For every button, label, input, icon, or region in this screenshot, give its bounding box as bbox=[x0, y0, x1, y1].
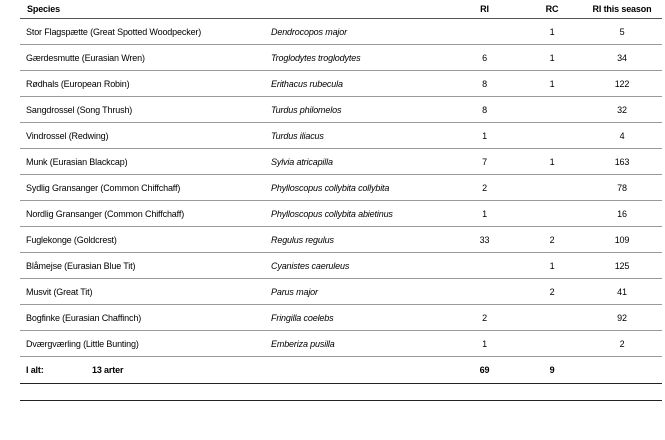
ri-count: 2 bbox=[447, 175, 522, 201]
species-name: Musvit (Great Tit) bbox=[20, 279, 267, 305]
header-species: Species bbox=[20, 0, 267, 19]
table-row bbox=[20, 175, 662, 201]
ri-count bbox=[447, 253, 522, 279]
table-row bbox=[20, 227, 662, 253]
species-name: Gærdesmutte (Eurasian Wren) bbox=[20, 45, 267, 71]
species-table bbox=[20, 0, 662, 384]
species-latin-name: Erithacus rubecula bbox=[267, 71, 447, 97]
rc-count bbox=[522, 123, 582, 149]
species-name: Sangdrossel (Song Thrush) bbox=[20, 97, 267, 123]
totals-ri: 69 bbox=[447, 357, 522, 384]
ri-count: 1 bbox=[447, 331, 522, 357]
table-row bbox=[20, 253, 662, 279]
species-name: Blåmejse (Eurasian Blue Tit) bbox=[20, 253, 267, 279]
species-latin-name: Parus major bbox=[267, 279, 447, 305]
ri-season-count: 163 bbox=[582, 149, 662, 175]
ri-count: 8 bbox=[447, 71, 522, 97]
rc-count bbox=[522, 201, 582, 227]
ri-season-count: 34 bbox=[582, 45, 662, 71]
rc-count: 1 bbox=[522, 19, 582, 45]
species-latin-name: Turdus iliacus bbox=[267, 123, 447, 149]
table-row bbox=[20, 19, 662, 45]
totals-season bbox=[582, 357, 662, 384]
ri-season-count: 32 bbox=[582, 97, 662, 123]
species-latin-name: Phylloscopus collybita collybita bbox=[267, 175, 447, 201]
ri-season-count: 16 bbox=[582, 201, 662, 227]
species-latin-name: Dendrocopos major bbox=[267, 19, 447, 45]
ri-count: 6 bbox=[447, 45, 522, 71]
rc-count: 1 bbox=[522, 71, 582, 97]
ri-count bbox=[447, 279, 522, 305]
totals-label: I alt: bbox=[26, 365, 44, 375]
ri-season-count: 109 bbox=[582, 227, 662, 253]
species-name: Rødhals (European Robin) bbox=[20, 71, 267, 97]
rc-count bbox=[522, 331, 582, 357]
ri-season-count: 92 bbox=[582, 305, 662, 331]
rc-count: 1 bbox=[522, 45, 582, 71]
table-row bbox=[20, 71, 662, 97]
table-row bbox=[20, 149, 662, 175]
ri-count: 1 bbox=[447, 201, 522, 227]
table-row bbox=[20, 45, 662, 71]
totals-label-cell bbox=[20, 357, 267, 384]
rc-count bbox=[522, 175, 582, 201]
ri-count bbox=[447, 19, 522, 45]
species-name: Dværgværling (Little Bunting) bbox=[20, 331, 267, 357]
header-rc: RC bbox=[522, 0, 582, 19]
species-name: Fuglekonge (Goldcrest) bbox=[20, 227, 267, 253]
ri-count: 8 bbox=[447, 97, 522, 123]
species-latin-name: Fringilla coelebs bbox=[267, 305, 447, 331]
species-name: Munk (Eurasian Blackcap) bbox=[20, 149, 267, 175]
table-row bbox=[20, 279, 662, 305]
table-row bbox=[20, 305, 662, 331]
ri-season-count: 5 bbox=[582, 19, 662, 45]
ri-count: 33 bbox=[447, 227, 522, 253]
ri-count: 2 bbox=[447, 305, 522, 331]
species-latin-name: Sylvia atricapilla bbox=[267, 149, 447, 175]
table-row bbox=[20, 331, 662, 357]
totals-species-count: 13 arter bbox=[92, 365, 124, 375]
species-name: Bogfinke (Eurasian Chaffinch) bbox=[20, 305, 267, 331]
header-ri-season: RI this season bbox=[582, 0, 662, 19]
rc-count: 1 bbox=[522, 149, 582, 175]
table-row bbox=[20, 201, 662, 227]
header-latin bbox=[267, 0, 447, 19]
ri-season-count: 78 bbox=[582, 175, 662, 201]
rc-count bbox=[522, 97, 582, 123]
totals-rc: 9 bbox=[522, 357, 582, 384]
species-name: Vindrossel (Redwing) bbox=[20, 123, 267, 149]
species-latin-name: Emberiza pusilla bbox=[267, 331, 447, 357]
ri-season-count: 2 bbox=[582, 331, 662, 357]
ri-season-count: 4 bbox=[582, 123, 662, 149]
species-latin-name: Phylloscopus collybita abietinus bbox=[267, 201, 447, 227]
species-rows bbox=[20, 19, 662, 357]
species-latin-name: Regulus regulus bbox=[267, 227, 447, 253]
species-latin-name: Troglodytes troglodytes bbox=[267, 45, 447, 71]
ri-season-count: 122 bbox=[582, 71, 662, 97]
totals-row bbox=[20, 357, 662, 384]
table-row bbox=[20, 97, 662, 123]
table-row bbox=[20, 123, 662, 149]
header-row bbox=[20, 0, 662, 19]
ri-count: 1 bbox=[447, 123, 522, 149]
species-latin-name: Turdus philomelos bbox=[267, 97, 447, 123]
ri-season-count: 41 bbox=[582, 279, 662, 305]
rc-count: 2 bbox=[522, 279, 582, 305]
species-name: Sydlig Gransanger (Common Chiffchaff) bbox=[20, 175, 267, 201]
rc-count bbox=[522, 305, 582, 331]
species-name: Stor Flagspætte (Great Spotted Woodpecker) bbox=[20, 19, 267, 45]
bottom-rule bbox=[20, 400, 662, 401]
rc-count: 1 bbox=[522, 253, 582, 279]
totals-latin-cell bbox=[267, 357, 447, 384]
species-latin-name: Cyanistes caeruleus bbox=[267, 253, 447, 279]
header-ri: RI bbox=[447, 0, 522, 19]
species-name: Nordlig Gransanger (Common Chiffchaff) bbox=[20, 201, 267, 227]
rc-count: 2 bbox=[522, 227, 582, 253]
ri-count: 7 bbox=[447, 149, 522, 175]
ri-season-count: 125 bbox=[582, 253, 662, 279]
